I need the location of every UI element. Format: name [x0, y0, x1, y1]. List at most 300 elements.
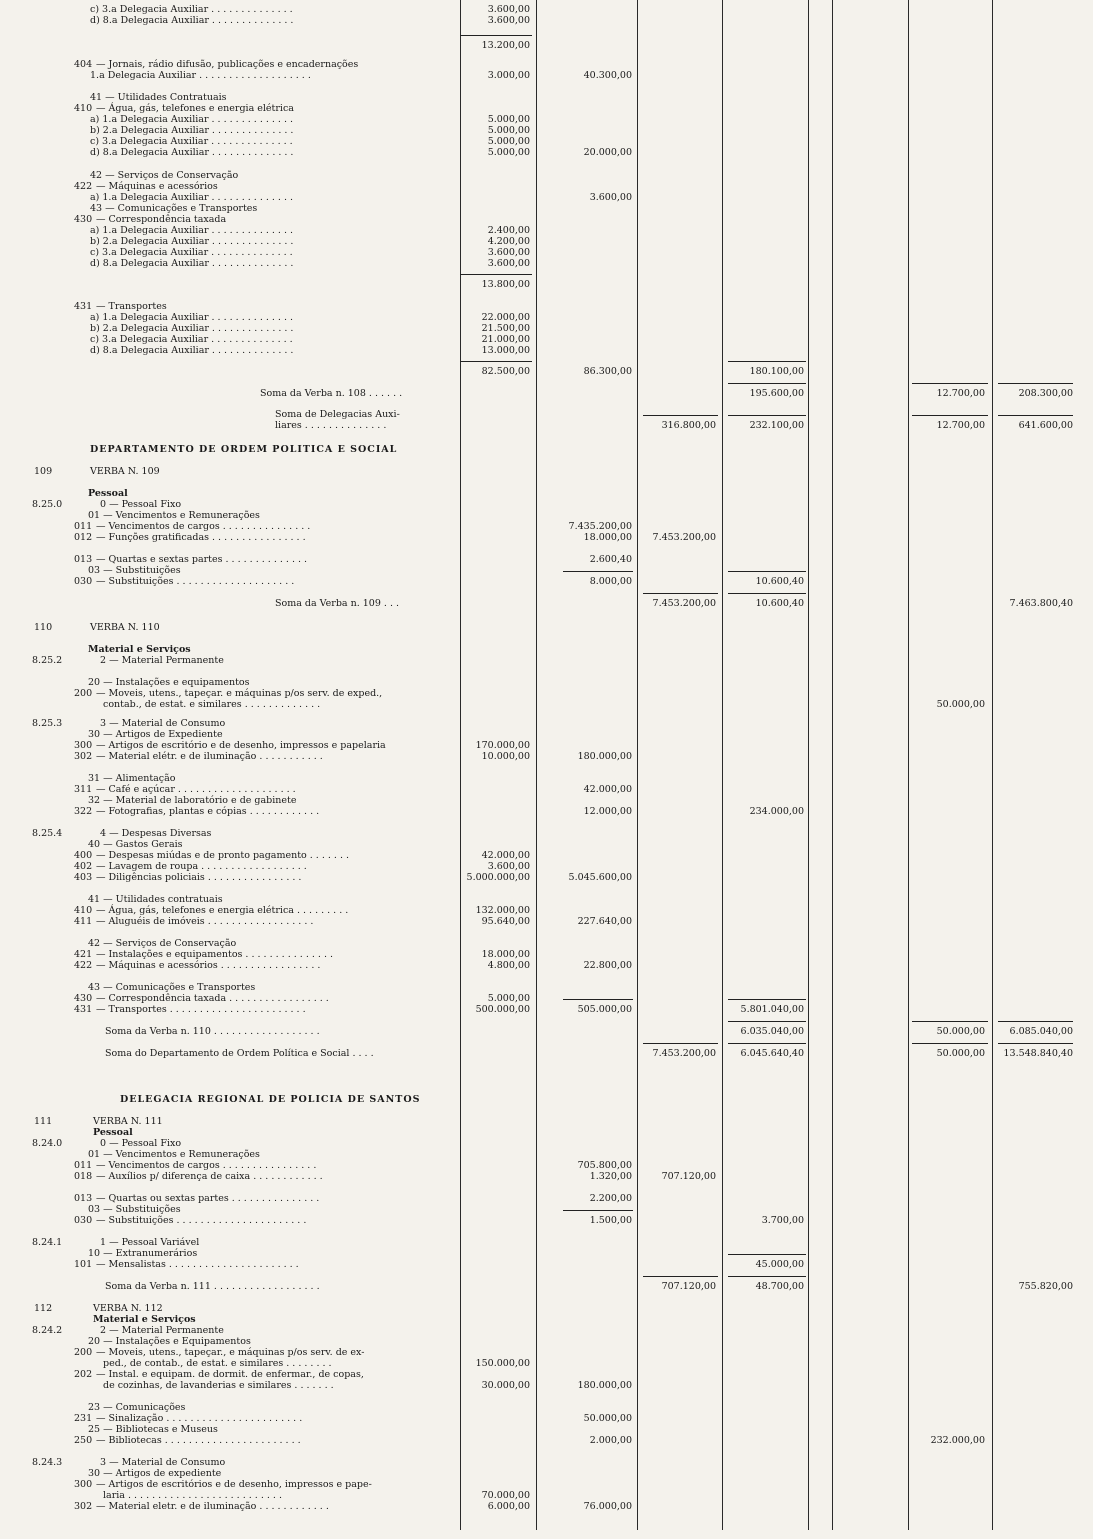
ledger-row: [0, 521, 1093, 532]
sum-rule: [643, 1276, 718, 1277]
amount-v1: 150.000,00: [475, 1358, 530, 1369]
classification-code: 8.24.0: [32, 1138, 63, 1149]
amount-v2: 40.300,00: [583, 70, 632, 81]
ledger-row: [0, 1094, 1093, 1105]
ledger-row: [0, 301, 1093, 312]
amount-v4: 6.035.040,00: [740, 1026, 804, 1037]
amount-v2: 22.800,00: [583, 960, 632, 971]
item-code: 101: [74, 1259, 93, 1270]
ledger-row: [0, 993, 1093, 1004]
ledger-row: [0, 1149, 1093, 1160]
ledger-row: [0, 258, 1093, 269]
ledger-row: [0, 1369, 1093, 1380]
ledger-row: [0, 861, 1093, 872]
ledger-row: [0, 1435, 1093, 1446]
amount-v6: 50.000,00: [936, 699, 985, 710]
item-description: liares . . . . . . . . . . . . . .: [275, 420, 387, 431]
item-code: 300: [74, 740, 93, 751]
ledger-row: [0, 773, 1093, 784]
sum-rule: [728, 593, 806, 594]
sum-rule: [998, 1021, 1073, 1022]
classification-code: 8.25.4: [32, 828, 63, 839]
item-code: 402: [74, 861, 93, 872]
ledger-row: [0, 740, 1093, 751]
item-code: 410: [74, 905, 93, 916]
ledger-row: [0, 1138, 1093, 1149]
ledger-row: [0, 510, 1093, 521]
ledger-row: [0, 795, 1093, 806]
classification-code: 8.25.3: [32, 718, 63, 729]
item-description: c) 3.a Delegacia Auxiliar . . . . . . . . . . . . . .: [90, 136, 293, 147]
ledger-row: [0, 1048, 1093, 1059]
classification-code: 8.25.0: [32, 499, 63, 510]
item-code: 410: [74, 103, 93, 114]
item-description: Pessoal: [93, 1127, 133, 1138]
amount-v1: 5.000,00: [487, 147, 530, 158]
amount-v2: 18.000,00: [583, 532, 632, 543]
amount-v1: 2.400,00: [487, 225, 530, 236]
sum-rule: [728, 1043, 806, 1044]
sum-rule: [563, 571, 633, 572]
item-description: VERBA N. 112: [93, 1303, 163, 1314]
amount-v2: 20.000,00: [583, 147, 632, 158]
item-description: — Artigos de escritório e de desenho, impressos e papelaria: [96, 740, 386, 751]
ledger-row: [0, 1402, 1093, 1413]
item-description: — Material eletr. e de iluminação . . . . . . . . . . . .: [96, 1501, 329, 1512]
ledger-row: [0, 598, 1093, 609]
item-code: 030: [74, 1215, 93, 1226]
ledger-row: [0, 1237, 1093, 1248]
ledger-row: [0, 532, 1093, 543]
item-code: 011: [74, 521, 93, 532]
amount-v1: 3.600,00: [487, 247, 530, 258]
amount-v2: 3.600,00: [589, 192, 632, 203]
amount-v1: 30.000,00: [481, 1380, 530, 1391]
amount-v2: 2.600,40: [589, 554, 632, 565]
item-description: Soma da Verba n. 111 . . . . . . . . . . . . . . . . . .: [105, 1281, 320, 1292]
amount-v3: 316.800,00: [661, 420, 716, 431]
section-heading: DEPARTAMENTO DE ORDEM POLITICA E SOCIAL: [90, 444, 398, 455]
amount-v2: 76.000,00: [583, 1501, 632, 1512]
ledger-row: [0, 15, 1093, 26]
item-description: d) 8.a Delegacia Auxiliar . . . . . . . . . . . . . .: [90, 15, 294, 26]
sum-rule: [460, 274, 532, 275]
amount-v4: 195.600,00: [749, 388, 804, 399]
sum-rule: [728, 571, 806, 572]
sum-rule: [998, 383, 1073, 384]
ledger-row: [0, 872, 1093, 883]
ledger-row: [0, 236, 1093, 247]
amount-v2: 50.000,00: [583, 1413, 632, 1424]
verba-heading: VERBA N. 109: [90, 466, 160, 477]
item-description: — Transportes . . . . . . . . . . . . . . . . . . . . . . .: [96, 1004, 306, 1015]
ledger-row: [0, 688, 1093, 699]
ledger-row: [0, 655, 1093, 666]
ledger-row: [0, 103, 1093, 114]
item-code: 311: [74, 784, 93, 795]
sum-rule: [912, 383, 988, 384]
amount-v1: 3.600,00: [487, 258, 530, 269]
sum-rule: [728, 999, 806, 1000]
item-code: 302: [74, 1501, 93, 1512]
item-code: 011: [74, 1160, 93, 1171]
item-description: 20 — Instalações e Equipamentos: [88, 1336, 251, 1347]
item-description: — Aluguéis de imóveis . . . . . . . . . . . . . . . . . .: [96, 916, 314, 927]
ledger-row: [0, 1314, 1093, 1325]
ledger-row: [0, 1127, 1093, 1138]
amount-v4: 232.100,00: [749, 420, 804, 431]
amount-v6: 50.000,00: [936, 1026, 985, 1037]
sum-rule: [728, 1254, 806, 1255]
item-code: 322: [74, 806, 93, 817]
item-description: c) 3.a Delegacia Auxiliar . . . . . . . . . . . . . .: [90, 4, 293, 15]
item-description: — Substituições . . . . . . . . . . . . . . . . . . . .: [96, 576, 295, 587]
ledger-row: [0, 279, 1093, 290]
ledger-row: [0, 70, 1093, 81]
classification-code: 8.25.2: [32, 655, 63, 666]
ledger-row: [0, 345, 1093, 356]
amount-v4: 48.700,00: [755, 1281, 804, 1292]
item-description: — Café e açúcar . . . . . . . . . . . . . . . . . . . .: [96, 784, 296, 795]
amount-v1: 3.600,00: [487, 4, 530, 15]
item-description: — Quartas e sextas partes . . . . . . . . . . . . . .: [96, 554, 308, 565]
ledger-row: [0, 334, 1093, 345]
item-description: 01 — Vencimentos e Remunerações: [88, 1149, 260, 1160]
amount-v3: 707.120,00: [661, 1171, 716, 1182]
item-description: 41 — Utilidades contratuais: [88, 894, 223, 905]
item-description: — Água, gás, telefones e energia elétrica: [96, 103, 294, 114]
amount-v4: 45.000,00: [755, 1259, 804, 1270]
item-description: — Transportes: [96, 301, 167, 312]
ledger-row: [0, 1160, 1093, 1171]
ledger-row: [0, 214, 1093, 225]
ledger-row: [0, 850, 1093, 861]
sum-rule: [728, 1021, 806, 1022]
amount-v1: 3.000,00: [487, 70, 530, 81]
ledger-row: [0, 806, 1093, 817]
item-description: — Máquinas e acessórios: [96, 181, 218, 192]
item-code: 013: [74, 1193, 93, 1204]
item-code: 302: [74, 751, 93, 762]
amount-v1: 132.000,00: [475, 905, 530, 916]
item-description: 30 — Artigos de Expediente: [88, 729, 223, 740]
ledger-row: [0, 949, 1093, 960]
amount-v1: 13.200,00: [481, 40, 530, 51]
item-description: — Correspondência taxada . . . . . . . . . . . . . . . . .: [96, 993, 329, 1004]
amount-v7: 641.600,00: [1018, 420, 1073, 431]
amount-v2: 705.800,00: [577, 1160, 632, 1171]
ledger-row: [0, 1204, 1093, 1215]
sum-rule: [460, 35, 532, 36]
ledger-row: [0, 729, 1093, 740]
ledger-row: [0, 677, 1093, 688]
verba-number: 110: [34, 622, 53, 633]
classification-code: 8.24.1: [32, 1237, 63, 1248]
ledger-row: [0, 1026, 1093, 1037]
amount-v1: 42.000,00: [481, 850, 530, 861]
sum-rule: [912, 1043, 988, 1044]
item-description: 40 — Gastos Gerais: [88, 839, 183, 850]
ledger-row: [0, 1116, 1093, 1127]
item-description: — Mensalistas . . . . . . . . . . . . . . . . . . . . . .: [96, 1259, 299, 1270]
item-description: 23 — Comunicações: [88, 1402, 186, 1413]
item-description: a) 1.a Delegacia Auxiliar . . . . . . . . . . . . . .: [90, 114, 294, 125]
ledger-row: [0, 114, 1093, 125]
item-description: — Correspondência taxada: [96, 214, 227, 225]
item-description: 20 — Instalações e equipamentos: [88, 677, 250, 688]
amount-v3: 7.453.200,00: [652, 598, 716, 609]
amount-v1: 6.000,00: [487, 1501, 530, 1512]
ledger-row: [0, 444, 1093, 455]
sum-rule: [728, 361, 806, 362]
ledger-row: [0, 366, 1093, 377]
item-code: 300: [74, 1479, 93, 1490]
ledger-row: [0, 894, 1093, 905]
item-code: 013: [74, 554, 93, 565]
item-description: c) 3.a Delegacia Auxiliar . . . . . . . . . . . . . .: [90, 247, 293, 258]
amount-v1: 10.000,00: [481, 751, 530, 762]
amount-v4: 6.045.640,40: [740, 1048, 804, 1059]
item-description: — Despesas miúdas e de pronto pagamento . . . . . . .: [96, 850, 350, 861]
item-code: 431: [74, 1004, 93, 1015]
item-code: 018: [74, 1171, 93, 1182]
amount-v4: 10.600,40: [755, 598, 804, 609]
ledger-row: [0, 420, 1093, 431]
item-code: 422: [74, 181, 93, 192]
item-code: 200: [74, 688, 93, 699]
item-description: — Funções gratificadas . . . . . . . . . . . . . . . .: [96, 532, 306, 543]
item-description: b) 2.a Delegacia Auxiliar . . . . . . . . . . . . . .: [90, 125, 294, 136]
amount-v6: 50.000,00: [936, 1048, 985, 1059]
item-description: 3 — Material de Consumo: [100, 1457, 226, 1468]
item-description: — Diligências policiais . . . . . . . . . . . . . . . .: [96, 872, 302, 883]
ledger-row: [0, 147, 1093, 158]
ledger-row: [0, 718, 1093, 729]
amount-v2: 1.500,00: [589, 1215, 632, 1226]
item-description: Soma da Verba n. 110 . . . . . . . . . . . . . . . . . .: [105, 1026, 320, 1037]
ledger-row: [0, 784, 1093, 795]
amount-v1: 21.000,00: [481, 334, 530, 345]
item-description: — Fotografias, plantas e cópias . . . . . . . . . . . .: [96, 806, 320, 817]
item-description: — Artigos de escritórios e de desenho, impressos e pape-: [96, 1479, 372, 1490]
item-description: Material e Serviços: [93, 1314, 196, 1325]
sum-rule: [728, 415, 806, 416]
sum-rule: [563, 1210, 633, 1211]
ledger-row: [0, 4, 1093, 15]
item-description: 25 — Bibliotecas e Museus: [88, 1424, 218, 1435]
ledger-row: [0, 40, 1093, 51]
item-description: 0 — Pessoal Fixo: [100, 499, 182, 510]
item-code: 231: [74, 1413, 93, 1424]
amount-v1: 5.000.000,00: [466, 872, 530, 883]
section-heading: DELEGACIA REGIONAL DE POLICIA DE SANTOS: [120, 1094, 421, 1105]
item-code: 431: [74, 301, 93, 312]
item-description: — Instalações e equipamentos . . . . . . . . . . . . . . .: [96, 949, 334, 960]
item-description: — Substituições . . . . . . . . . . . . . . . . . . . . . .: [96, 1215, 307, 1226]
item-description: 41 — Utilidades Contratuais: [90, 92, 227, 103]
ledger-row: [0, 488, 1093, 499]
sum-rule: [728, 383, 806, 384]
amount-v2: 505.000,00: [577, 1004, 632, 1015]
item-description: — Moveis, utens., tapeçar., e máquinas p/os serv. de ex-: [96, 1347, 365, 1358]
item-description: — Instal. e equipam. de dormit. de enfermar., de copas,: [96, 1369, 364, 1380]
ledger-row: [0, 1424, 1093, 1435]
item-description: 43 — Comunicações e Transportes: [90, 203, 258, 214]
amount-v1: 5.000,00: [487, 993, 530, 1004]
item-description: 2 — Material Permanente: [100, 1325, 224, 1336]
ledger-row: [0, 1215, 1093, 1226]
ledger-row: [0, 203, 1093, 214]
sum-rule: [563, 999, 633, 1000]
item-description: — Vencimentos de cargos . . . . . . . . . . . . . . .: [96, 521, 311, 532]
ledger-row: [0, 1336, 1093, 1347]
ledger-row: [0, 644, 1093, 655]
amount-v7: 6.085.040,00: [1009, 1026, 1073, 1037]
amount-v7: 7.463.800,40: [1009, 598, 1073, 609]
item-description: 03 — Substituições: [88, 565, 181, 576]
ledger-row: [0, 554, 1093, 565]
item-description: 43 — Comunicações e Transportes: [88, 982, 256, 993]
item-description: — Auxílios p/ diferença de caixa . . . . . . . . . . . .: [96, 1171, 323, 1182]
item-description: — Sinalização . . . . . . . . . . . . . . . . . . . . . . .: [96, 1413, 303, 1424]
ledger-row: [0, 312, 1093, 323]
ledger-row: [0, 576, 1093, 587]
item-description: 30 — Artigos de expediente: [88, 1468, 222, 1479]
sum-rule: [912, 415, 988, 416]
item-description: 1 — Pessoal Variável: [100, 1237, 200, 1248]
ledger-row: [0, 323, 1093, 334]
item-description: laria . . . . . . . . . . . . . . . . . . . . . . . . . .: [103, 1490, 282, 1501]
item-code: 200: [74, 1347, 93, 1358]
item-description: 10 — Extranumerários: [88, 1248, 198, 1259]
amount-v2: 7.435.200,00: [568, 521, 632, 532]
amount-v2: 5.045.600,00: [568, 872, 632, 883]
item-description: a) 1.a Delegacia Auxiliar . . . . . . . . . . . . . .: [90, 312, 294, 323]
item-description: Pessoal: [88, 488, 128, 499]
item-description: 1.a Delegacia Auxiliar . . . . . . . . . . . . . . . . . . .: [90, 70, 311, 81]
item-code: 012: [74, 532, 93, 543]
item-description: 03 — Substituições: [88, 1204, 181, 1215]
sum-rule: [643, 593, 718, 594]
item-description: d) 8.a Delegacia Auxiliar . . . . . . . . . . . . . .: [90, 147, 294, 158]
amount-v3: 707.120,00: [661, 1281, 716, 1292]
ledger-row: [0, 1259, 1093, 1270]
amount-v1: 13.800,00: [481, 279, 530, 290]
ledger-row: [0, 565, 1093, 576]
ledger-row: [0, 1490, 1093, 1501]
ledger-row: [0, 905, 1093, 916]
ledger-row: [0, 1171, 1093, 1182]
amount-v4: 3.700,00: [761, 1215, 804, 1226]
amount-v1: 95.640,00: [481, 916, 530, 927]
amount-v2: 86.300,00: [583, 366, 632, 377]
ledger-row: [0, 1468, 1093, 1479]
item-description: d) 8.a Delegacia Auxiliar . . . . . . . . . . . . . .: [90, 258, 294, 269]
amount-v1: 21.500,00: [481, 323, 530, 334]
classification-code: 8.24.2: [32, 1325, 63, 1336]
item-description: 31 — Alimentação: [88, 773, 176, 784]
item-description: d) 8.a Delegacia Auxiliar . . . . . . . . . . . . . .: [90, 345, 294, 356]
item-code: 250: [74, 1435, 93, 1446]
ledger-row: [0, 960, 1093, 971]
ledger-row: [0, 1413, 1093, 1424]
sum-rule: [998, 415, 1073, 416]
item-description: — Água, gás, telefones e energia elétrica . . . . . . . . .: [96, 905, 349, 916]
ledger-row: [0, 247, 1093, 258]
ledger-row: [0, 125, 1093, 136]
amount-v7: 13.548.840,40: [1003, 1048, 1073, 1059]
ledger-row: [0, 1248, 1093, 1259]
amount-v2: 42.000,00: [583, 784, 632, 795]
ledger-row: [0, 1193, 1093, 1204]
verba-number: 111: [34, 1116, 53, 1127]
item-code: 430: [74, 993, 93, 1004]
amount-v1: 4.200,00: [487, 236, 530, 247]
ledger-row: [0, 1004, 1093, 1015]
sum-rule: [998, 1043, 1073, 1044]
item-description: — Vencimentos de cargos . . . . . . . . . . . . . . . .: [96, 1160, 317, 1171]
ledger-row: [0, 59, 1093, 70]
item-description: ped., de contab., de estat. e similares . . . . . . . .: [103, 1358, 332, 1369]
amount-v2: 180.000,00: [577, 1380, 632, 1391]
amount-v1: 170.000,00: [475, 740, 530, 751]
amount-v2: 2.200,00: [589, 1193, 632, 1204]
item-description: 2 — Material Permanente: [100, 655, 224, 666]
ledger-row: [0, 839, 1093, 850]
amount-v1: 4.800,00: [487, 960, 530, 971]
item-code: 403: [74, 872, 93, 883]
amount-v4: 10.600,40: [755, 576, 804, 587]
item-description: 3 — Material de Consumo: [100, 718, 226, 729]
ledger-row: [0, 982, 1093, 993]
amount-v1: 22.000,00: [481, 312, 530, 323]
ledger-row: [0, 1380, 1093, 1391]
item-description: — Bibliotecas . . . . . . . . . . . . . . . . . . . . . . .: [96, 1435, 301, 1446]
ledger-row: [0, 828, 1093, 839]
ledger-row: [0, 466, 1093, 477]
item-description: Soma da Verba n. 108 . . . . . .: [260, 388, 403, 399]
ledger-row: [0, 1347, 1093, 1358]
item-description: de cozinhas, de lavanderias e similares . . . . . . .: [103, 1380, 334, 1391]
item-description: 0 — Pessoal Fixo: [100, 1138, 182, 1149]
amount-v1: 5.000,00: [487, 136, 530, 147]
amount-v1: 3.600,00: [487, 861, 530, 872]
ledger-row: [0, 170, 1093, 181]
amount-v6: 12.700,00: [936, 388, 985, 399]
item-description: 01 — Vencimentos e Remunerações: [88, 510, 260, 521]
ledger-row: [0, 699, 1093, 710]
classification-code: 8.24.3: [32, 1457, 63, 1468]
amount-v7: 208.300,00: [1018, 388, 1073, 399]
amount-v2: 8.000,00: [589, 576, 632, 587]
amount-v4: 180.100,00: [749, 366, 804, 377]
item-description: — Lavagem de roupa . . . . . . . . . . . . . . . . . .: [96, 861, 307, 872]
ledger-row: [0, 1281, 1093, 1292]
item-description: VERBA N. 111: [93, 1116, 163, 1127]
sum-rule: [460, 361, 532, 362]
item-description: c) 3.a Delegacia Auxiliar . . . . . . . . . . . . . .: [90, 334, 293, 345]
amount-v1: 5.000,00: [487, 114, 530, 125]
amount-v2: 1.320,00: [589, 1171, 632, 1182]
item-code: 430: [74, 214, 93, 225]
item-description: — Máquinas e acessórios . . . . . . . . . . . . . . . . .: [96, 960, 321, 971]
ledger-row: [0, 1457, 1093, 1468]
ledger-row: [0, 136, 1093, 147]
ledger-row: [0, 916, 1093, 927]
item-description: — Quartas ou sextas partes . . . . . . . . . . . . . . .: [96, 1193, 320, 1204]
amount-v1: 70.000,00: [481, 1490, 530, 1501]
item-code: 030: [74, 576, 93, 587]
